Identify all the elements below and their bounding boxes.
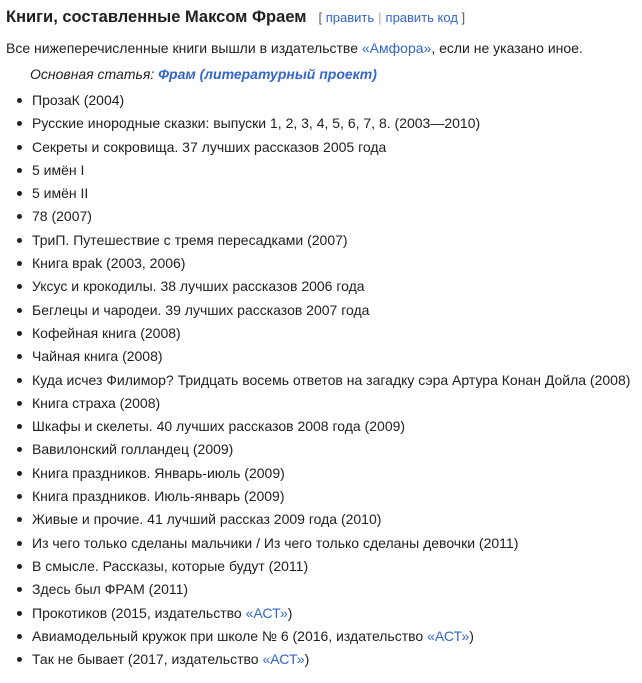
book-item <box>16 392 636 415</box>
book-title: Авиамодельный кружок при школе № 6 (2016, издательство <box>32 627 428 644</box>
book-item <box>16 252 636 275</box>
book-item <box>16 89 636 112</box>
book-title: Секреты и сокровища. 37 лучших рассказов 2005 года <box>32 138 387 155</box>
book-title-end: ) <box>304 651 310 668</box>
publisher-link[interactable]: «АСТ» <box>245 604 288 621</box>
edit-section-links <box>318 7 465 29</box>
bullet-icon <box>17 214 22 219</box>
book-item <box>16 578 636 601</box>
book-title: ПрозаК (2004) <box>32 92 125 108</box>
book-item <box>16 159 636 182</box>
bullet-icon <box>17 634 22 639</box>
book-item <box>16 532 636 555</box>
bullet-icon <box>17 261 22 266</box>
bullet-icon <box>17 284 22 289</box>
book-item <box>16 299 636 322</box>
section-heading <box>6 6 636 29</box>
book-title: ТриП. Путешествие с тремя пересадками (2007) <box>32 231 348 248</box>
book-title: Русские инородные сказки: выпуски 1, 2, 3, 4, 5, 6, 7, 8. (2003—2010) <box>32 115 481 132</box>
intro-text-end: , если не указано иное. <box>431 40 583 56</box>
bullet-icon <box>17 564 22 569</box>
book-title: Чайная книга (2008) <box>32 348 163 365</box>
amfora-link[interactable]: «Амфора» <box>361 40 432 56</box>
main-article-link[interactable]: Фрам (литературный проект) <box>158 66 377 82</box>
book-title: Книга враk (2003, 2006) <box>32 255 186 272</box>
main-article-hatnote <box>30 63 636 85</box>
bullet-icon <box>17 471 22 476</box>
book-title: Книга страха (2008) <box>32 394 161 411</box>
bullet-icon <box>17 308 22 313</box>
book-title: Книга праздников. Июль-январь (2009) <box>32 488 285 505</box>
bullet-icon <box>17 145 22 150</box>
book-item <box>16 462 636 485</box>
bullet-icon <box>17 378 22 383</box>
intro-paragraph <box>6 37 636 59</box>
book-title: 78 (2007) <box>32 208 92 225</box>
book-item <box>16 136 636 159</box>
hatnote-label: Основная статья: <box>30 66 159 82</box>
publisher-link[interactable]: «АСТ» <box>427 627 470 644</box>
bullet-icon <box>17 401 22 406</box>
bullet-icon <box>17 587 22 592</box>
book-title: Шкафы и скелеты. 40 лучших рассказов 2008 года (2009) <box>32 418 406 435</box>
edit-separator: | <box>378 10 382 25</box>
publisher-link[interactable]: «АСТ» <box>262 651 305 668</box>
bullet-icon <box>17 98 22 103</box>
bullet-icon <box>17 424 22 429</box>
edit-bracket-close: ] <box>461 10 466 25</box>
book-title: Книга праздников. Январь-июль (2009) <box>32 464 285 481</box>
book-item <box>16 205 636 228</box>
book-item <box>16 485 636 508</box>
book-title: Здесь был ФРАМ (2011) <box>32 581 189 598</box>
books-list <box>6 89 636 671</box>
book-title: Вавилонский голландец (2009) <box>32 441 234 458</box>
book-item <box>16 275 636 298</box>
edit-code-link[interactable]: править код <box>385 10 458 25</box>
book-title: Так не бывает (2017, издательство <box>32 651 263 668</box>
book-title: 5 имён I <box>32 161 85 178</box>
book-item <box>16 438 636 461</box>
bullet-icon <box>17 611 22 616</box>
book-title-end: ) <box>469 627 474 644</box>
book-item <box>16 229 636 252</box>
book-title: Кофейная книга (2008) <box>32 324 181 341</box>
book-item <box>16 555 636 578</box>
bullet-icon <box>17 121 22 126</box>
book-item <box>16 369 636 392</box>
book-title: Куда исчез Филимор? Тридцать восемь ответов на загадку сэра Артура Конан Дойла (2008) <box>32 371 631 388</box>
bullet-icon <box>17 238 22 243</box>
bullet-icon <box>17 494 22 499</box>
bullet-icon <box>17 541 22 546</box>
book-title-end: ) <box>287 604 293 621</box>
section-title: Книги, составленные Максом Фраем <box>6 8 307 26</box>
edit-bracket-open: [ <box>318 10 323 25</box>
book-title: Живые и прочие. 41 лучший рассказ 2009 года (2010) <box>32 511 382 528</box>
book-title: Уксус и крокодилы. 38 лучших рассказов 2006 года <box>32 278 365 295</box>
book-item <box>16 112 636 135</box>
book-item <box>16 345 636 368</box>
bullet-icon <box>17 354 22 359</box>
book-title: В смысле. Рассказы, которые будут (2011) <box>32 557 309 574</box>
bullet-icon <box>17 447 22 452</box>
book-item <box>16 415 636 438</box>
book-item <box>16 322 636 345</box>
book-item <box>16 625 636 648</box>
book-title: Прокотиков (2015, издательство <box>32 604 246 621</box>
bullet-icon <box>17 657 22 662</box>
book-item <box>16 508 636 531</box>
edit-link[interactable]: править <box>325 10 375 25</box>
book-item <box>16 182 636 205</box>
book-title: Из чего только сделаны мальчики / Из чего только сделаны девочки (2011) <box>32 534 519 551</box>
intro-text: Все нижеперечисленные книги вышли в издательстве <box>6 40 362 56</box>
book-title: Беглецы и чародеи. 39 лучших рассказов 2007 года <box>32 301 370 318</box>
book-item <box>16 602 636 625</box>
book-title: 5 имён II <box>32 185 89 202</box>
bullet-icon <box>17 191 22 196</box>
bullet-icon <box>17 517 22 522</box>
book-item <box>16 648 636 671</box>
bullet-icon <box>17 331 22 336</box>
bullet-icon <box>17 168 22 173</box>
